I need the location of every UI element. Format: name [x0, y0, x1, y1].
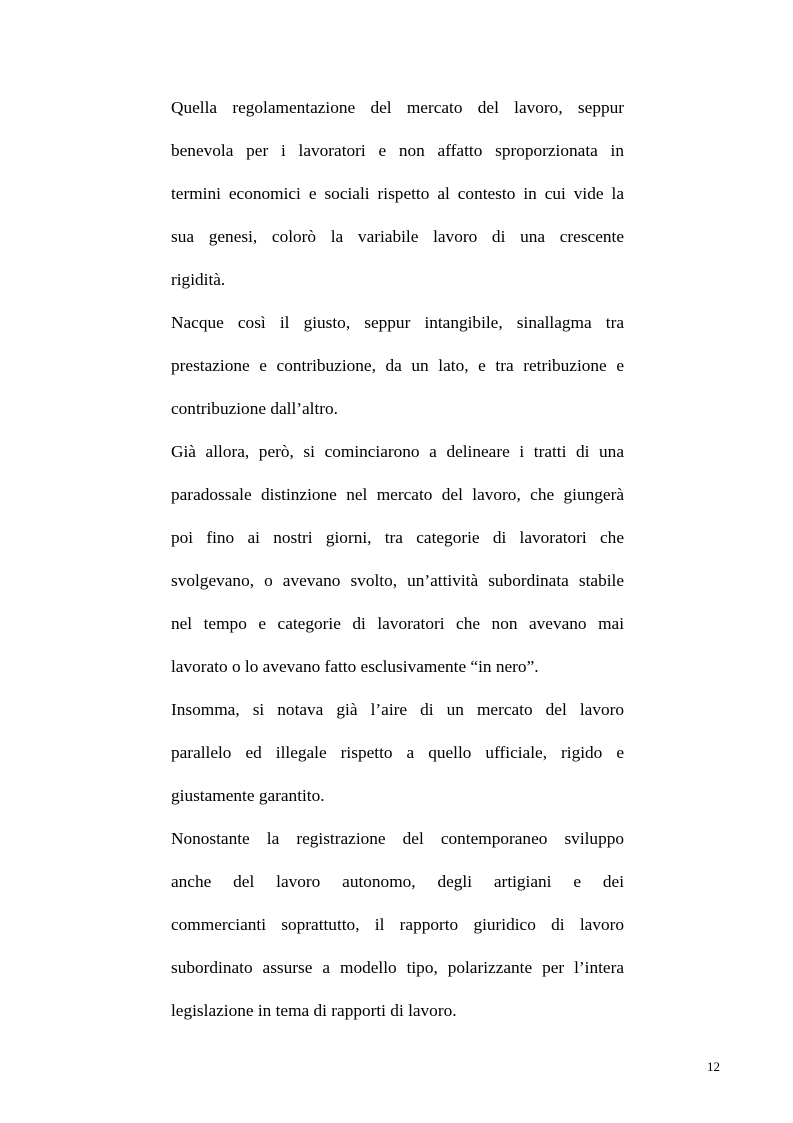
- paragraph-2: [171, 301, 624, 430]
- text-line: Già allora, però, si cominciarono a delineare i tratti di una: [171, 442, 624, 461]
- page-number: 12: [707, 1059, 720, 1074]
- text-line: termini economici e sociali rispetto al contesto in cui vide la: [171, 184, 624, 203]
- paragraph-5: [171, 817, 624, 1032]
- text-line: sua genesi, colorò la variabile lavoro di una crescente: [171, 227, 624, 246]
- text-line: lavorato o lo avevano fatto esclusivamente “in nero”.: [171, 657, 539, 676]
- text-line: nel tempo e categorie di lavoratori che non avevano mai: [171, 614, 624, 633]
- text-line: anche del lavoro autonomo, degli artigiani e dei: [171, 872, 624, 891]
- text-line: commercianti soprattutto, il rapporto giuridico di lavoro: [171, 915, 624, 934]
- text-line: legislazione in tema di rapporti di lavoro.: [171, 1001, 457, 1020]
- paragraph-4: [171, 688, 624, 817]
- text-line: prestazione e contribuzione, da un lato, e tra retribuzione e: [171, 356, 624, 375]
- text-line: giustamente garantito.: [171, 786, 325, 805]
- text-line: svolgevano, o avevano svolto, un’attività subordinata stabile: [171, 571, 624, 590]
- text-line: paradossale distinzione nel mercato del lavoro, che giungerà: [171, 485, 624, 504]
- text-line: parallelo ed illegale rispetto a quello ufficiale, rigido e: [171, 743, 624, 762]
- body-text: [171, 86, 624, 1032]
- text-line: contribuzione dall’altro.: [171, 399, 338, 418]
- text-line: Nonostante la registrazione del contemporaneo sviluppo: [171, 829, 624, 848]
- text-line: Nacque così il giusto, seppur intangibile, sinallagma tra: [171, 313, 624, 332]
- text-line: Insomma, si notava già l’aire di un mercato del lavoro: [171, 700, 624, 719]
- text-line: rigidità.: [171, 270, 226, 289]
- text-line: poi fino ai nostri giorni, tra categorie di lavoratori che: [171, 528, 624, 547]
- paragraph-3: [171, 430, 624, 688]
- text-line: subordinato assurse a modello tipo, polarizzante per l’intera: [171, 958, 624, 977]
- paragraph-1: [171, 86, 624, 301]
- text-line: benevola per i lavoratori e non affatto sproporzionata in: [171, 141, 624, 160]
- text-line: Quella regolamentazione del mercato del lavoro, seppur: [171, 98, 624, 117]
